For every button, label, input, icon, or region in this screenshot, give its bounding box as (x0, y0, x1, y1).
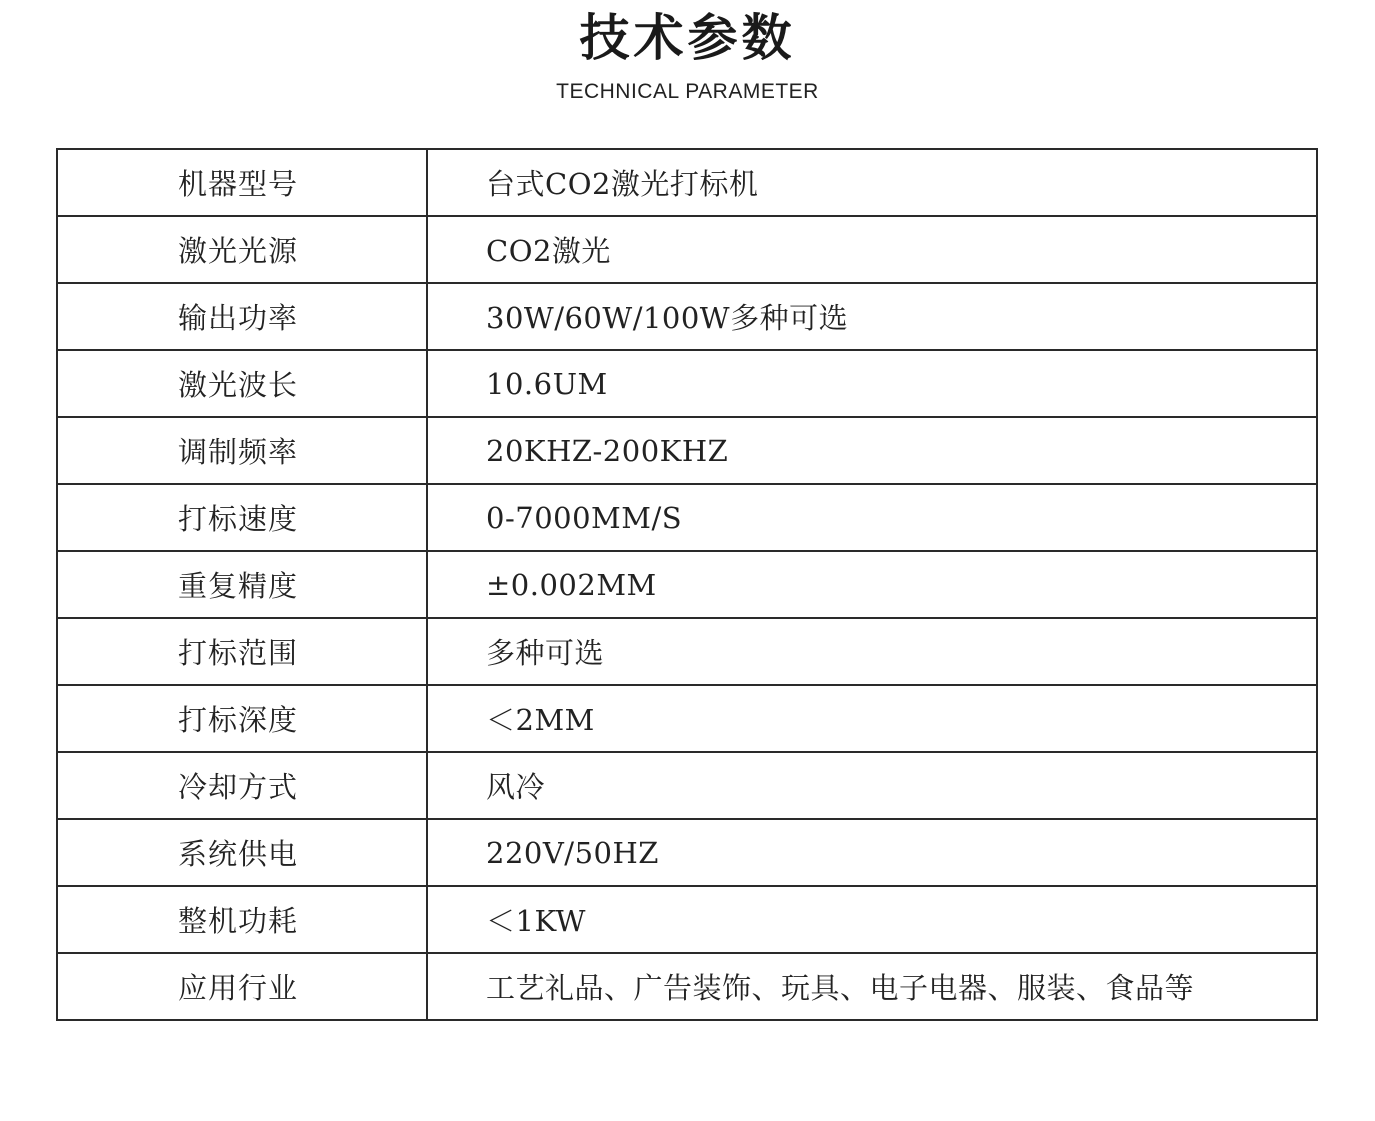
page-title: 技术参数 (579, 9, 796, 67)
param-value: 10.6UM (427, 350, 1317, 417)
table-row (57, 484, 1317, 551)
param-value: 台式CO2激光打标机 (427, 149, 1317, 216)
table-row (57, 551, 1317, 618)
param-value: 20KHZ-200KHZ (427, 417, 1317, 484)
param-value: ±0.002MM (427, 551, 1317, 618)
param-value: ＜2MM (427, 685, 1317, 752)
table-row (57, 216, 1317, 283)
param-label: 打标范围 (57, 618, 427, 685)
param-value: 风冷 (427, 752, 1317, 819)
table-row (57, 953, 1317, 1020)
param-value: 0-7000MM/S (427, 484, 1317, 551)
table-row (57, 283, 1317, 350)
table-row (57, 618, 1317, 685)
param-value: 工艺礼品、广告装饰、玩具、电子电器、服装、食品等 (427, 953, 1317, 1020)
table-row (57, 819, 1317, 886)
param-value: 多种可选 (427, 618, 1317, 685)
param-label: 整机功耗 (57, 886, 427, 953)
page-subtitle: TECHNICAL PARAMETER (556, 80, 819, 103)
table-row (57, 350, 1317, 417)
param-label: 打标速度 (57, 484, 427, 551)
param-label: 机器型号 (57, 149, 427, 216)
param-value: 220V/50HZ (427, 819, 1317, 886)
table-row (57, 417, 1317, 484)
param-label: 重复精度 (57, 551, 427, 618)
param-label: 调制频率 (57, 417, 427, 484)
param-label: 激光波长 (57, 350, 427, 417)
param-label: 冷却方式 (57, 752, 427, 819)
param-value: CO2激光 (427, 216, 1317, 283)
table-row (57, 149, 1317, 216)
table-row (57, 752, 1317, 819)
table-row (57, 886, 1317, 953)
table-row (57, 685, 1317, 752)
param-label: 激光光源 (57, 216, 427, 283)
parameter-table (56, 148, 1318, 1021)
param-value: 30W/60W/100W多种可选 (427, 283, 1317, 350)
param-label: 输出功率 (57, 283, 427, 350)
param-label: 应用行业 (57, 953, 427, 1020)
param-label: 系统供电 (57, 819, 427, 886)
param-label: 打标深度 (57, 685, 427, 752)
param-value: ＜1KW (427, 886, 1317, 953)
